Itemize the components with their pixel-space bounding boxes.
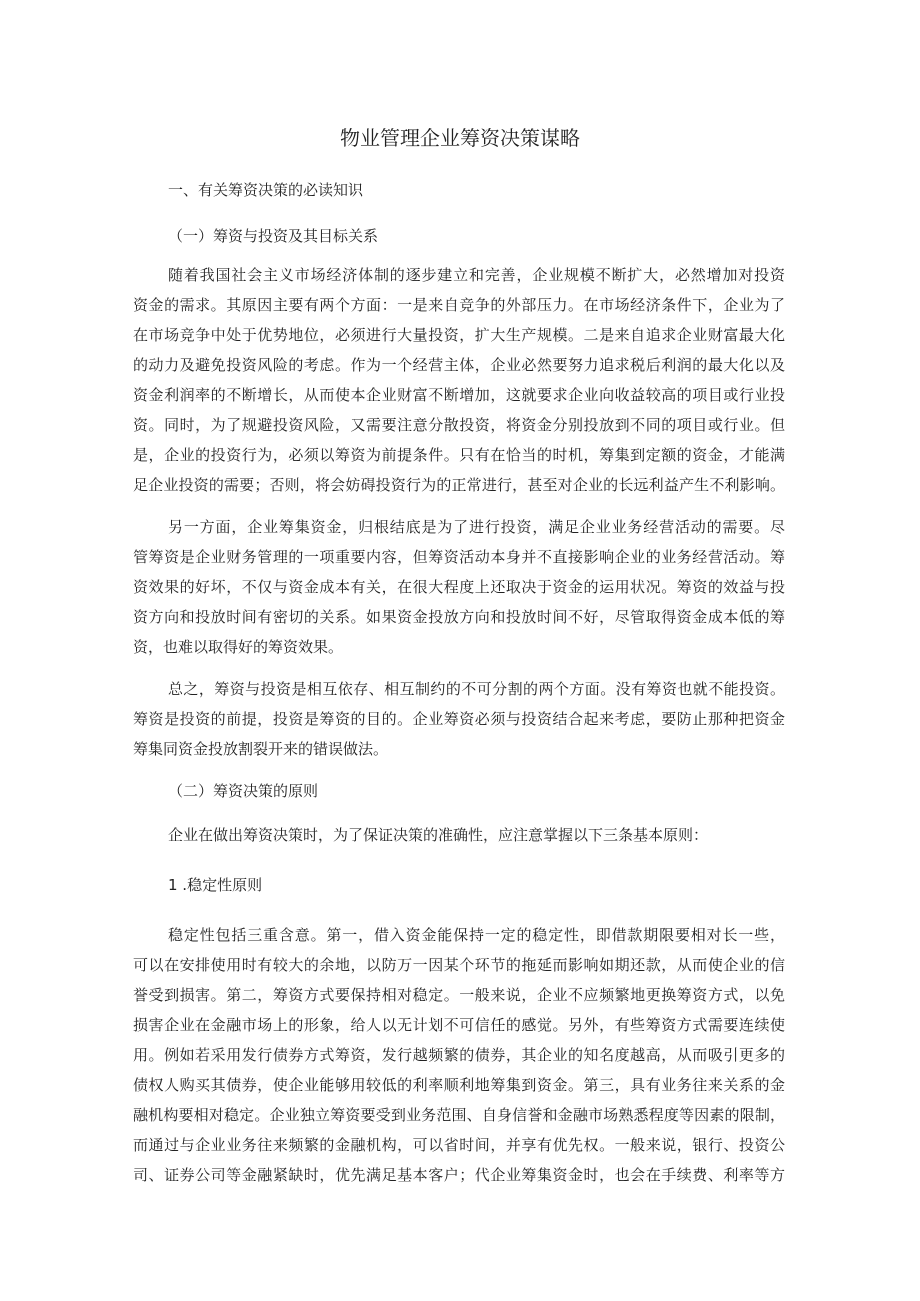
paragraph-line: 企业在做出筹资决策时，为了保证决策的准确性，应注意掌握以下三条基本原则： (168, 826, 709, 844)
paragraph-line: 誉受到损害。第二，筹资方式要保持相对稳定。一般来说，企业不应频繁地更换筹资方式，以免 (133, 986, 785, 1004)
paragraph-line: 用。例如若采用发行债券方式筹资，发行越频繁的债券，其企业的知名度越高，从而吸引更多的 (133, 1046, 785, 1064)
paragraph-line: 资金利润率的不断增长，从而使本企业财富不断增加，这就要求企业向收益较高的项目或行业投 (133, 386, 785, 404)
paragraph-line: 另一方面，企业筹集资金，归根结底是为了进行投资，满足企业业务经营活动的需要。尽 (168, 518, 785, 536)
subsection-heading (133, 776, 785, 806)
document-title: 物业管理企业筹资决策谋略 (340, 126, 580, 150)
paragraph-line: 在市场竞争中处于优势地位，必须进行大量投资，扩大生产规模。二是来自追求企业财富最大化 (133, 326, 785, 344)
section-heading-text: 一、有关筹资决策的必读知识 (168, 181, 364, 199)
paragraph-2 (133, 512, 785, 662)
paragraph-line: 随着我国社会主义市场经济体制的逐步建立和完善，企业规模不断扩大，必然增加对投资 (168, 266, 785, 284)
paragraph-line: 而通过与企业业务往来频繁的金融机构，可以省时间，并享有优先权。一般来说，银行、投资公 (133, 1136, 785, 1154)
paragraph-line: 资。同时，为了规避投资风险，又需要注意分散投资，将资金分别投放到不同的项目或行业。但 (133, 416, 785, 434)
paragraph-line: 资金的需求。其原因主要有两个方面：一是来自竞争的外部压力。在市场经济条件下，企业为了 (133, 296, 785, 314)
paragraph-line: 管筹资是企业财务管理的一项重要内容，但筹资活动本身并不直接影响企业的业务经营活动。筹 (133, 548, 785, 566)
paragraph-line: 资，也难以取得好的筹资效果。 (133, 638, 344, 656)
paragraph-3 (133, 674, 785, 764)
subsection-heading (133, 221, 785, 251)
paragraph-line: 资方向和投放时间有密切的关系。如果资金投放方向和投放时间不好，尽管取得资金成本低的筹 (133, 608, 785, 626)
paragraph-line: 足企业投资的需要；否则，将会妨碍投资行为的正常进行，甚至对企业的长远利益产生不利影响。 (133, 476, 785, 494)
paragraph-line: 债权人购买其债券，使企业能够用较低的利率顺利地筹集到资金。第三，具有业务往来关系的金 (133, 1076, 785, 1094)
paragraph-line: 筹资是投资的前提，投资是筹资的目的。企业筹资必须与投资结合起来考虑，要防止那种把资金 (133, 710, 785, 728)
section-heading (133, 175, 785, 205)
paragraph-line: 司、证券公司等金融紧缺时，优先满足基本客户；代企业筹集资金时，也会在手续费、利率等方 (133, 1166, 785, 1184)
paragraph-line: 筹集同资金投放割裂开来的错误做法。 (133, 740, 389, 758)
paragraph-1 (133, 260, 785, 500)
principle-heading-text: 1 .稳定性原则 (168, 876, 263, 894)
paragraph-line: 可以在安排使用时有较大的余地，以防万一因某个环节的拖延而影响如期还款，从而使企业的信 (133, 956, 785, 974)
subsection-heading-text: （一）筹资与投资及其目标关系 (168, 227, 379, 245)
principles-intro (133, 820, 785, 850)
subsection-heading-text: （二）筹资决策的原则 (168, 782, 319, 800)
paragraph-line: 总之，筹资与投资是相互依存、相互制约的不可分割的两个方面。没有筹资也就不能投资。 (168, 680, 785, 698)
paragraph-line: 融机构要相对稳定。企业独立筹资要受到业务范围、自身信誉和金融市场熟悉程度等因素的限制， (133, 1106, 785, 1124)
paragraph-line: 稳定性包括三重含意。第一，借入资金能保持一定的稳定性，即借款期限要相对长一些， (168, 926, 785, 944)
paragraph-line: 的动力及避免投资风险的考虑。作为一个经营主体，企业必然要努力追求税后利润的最大化以及 (133, 356, 785, 374)
paragraph-4 (133, 920, 785, 1190)
principle-heading (133, 870, 785, 900)
paragraph-line: 资效果的好坏，不仅与资金成本有关，在很大程度上还取决于资金的运用状况。筹资的效益与投 (133, 578, 785, 596)
paragraph-line: 损害企业在金融市场上的形象，给人以无计划不可信任的感觉。另外，有些筹资方式需要连续使 (133, 1016, 785, 1034)
paragraph-line: 是，企业的投资行为，必须以筹资为前提条件。只有在恰当的时机，筹集到定额的资金，才能满 (133, 446, 785, 464)
